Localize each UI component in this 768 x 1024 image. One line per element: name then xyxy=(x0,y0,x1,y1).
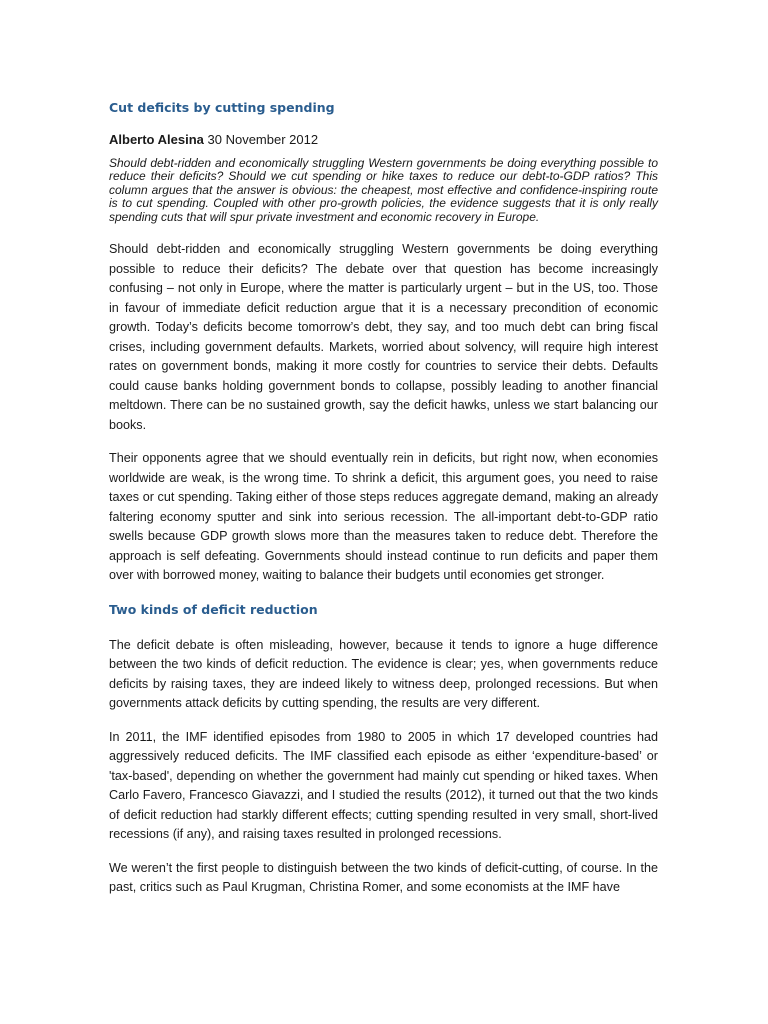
author-name: Alberto Alesina xyxy=(109,132,204,147)
body-paragraph-5: We weren’t the first people to distinguish between the two kinds of deficit-cutting, of course. In the past, critics such as Paul Krugman, Christina Romer, and some economists at the IMF have xyxy=(109,860,658,895)
byline xyxy=(109,131,658,149)
body-paragraph-2: Their opponents agree that we should eventually rein in deficits, but right now, when economies worldwide are weak, is the wrong time. To shrink a deficit, this argument goes, you need to raise taxes or cut spending. Taking either of those steps reduces aggregate demand, making an already faltering economy sputter and sink into serious recession. The all-important debt-to-GDP ratio swells because GDP growth slows more than the measures taken to reduce debt. Therefore the approach is self defeating. Governments should instead continue to run deficits and paper them over with borrowed money, waiting to balance their budgets until economies get stronger. xyxy=(109,451,658,583)
section-heading: Two kinds of deficit reduction xyxy=(109,601,318,617)
body-paragraph-3: The deficit debate is often misleading, however, because it tends to ignore a huge difference between the two kinds of deficit reduction. The evidence is clear; yes, when governments reduce deficits by raising taxes, they are indeed likely to witness deep, prolonged recessions. But when governments attack deficits by cutting spending, the results are very different. xyxy=(109,637,658,711)
article-title: Cut deficits by cutting spending xyxy=(109,100,335,115)
body-paragraph-1: Should debt-ridden and economically struggling Western governments be doing everything possible to reduce their deficits? The debate over that question has become increasingly confusing – not only in Europe, where the matter is particularly urgent – but in the US, too. Those in favour of immediate deficit reduction argue that it is a necessary precondition of economic growth. Today’s deficits become tomorrow’s debt, they say, and too much debt can bring fiscal crises, including government defaults. Markets, worried about solvency, will require high interest rates on government bonds, making it more costly for countries to service their debts. Defaults could cause banks holding government bonds to collapse, possibly leading to another financial meltdown. There can be no sustained growth, say the deficit hawks, unless we start balancing our books. xyxy=(109,242,658,432)
article xyxy=(109,100,658,912)
article-abstract: Should debt-ridden and economically struggling Western governments be doing everything possible to reduce their deficits? Should we cut spending or hike taxes to reduce our debt-to-GDP ratios? This column argues that the answer is obvious: the cheapest, most effective and confidence-inspiring route is to cut spending. Coupled with other pro-growth policies, the evidence suggests that it is only really spending cuts that will spur private investment and economic recovery in Europe. xyxy=(109,156,658,224)
body-paragraph-4: In 2011, the IMF identified episodes from 1980 to 2005 in which 17 developed countries had aggressively reduced deficits. The IMF classified each episode as either ‘expenditure-based’ or 'tax-based', depending on whether the government had mainly cut spending or hiked taxes. When Carlo Favero, Francesco Giavazzi, and I studied the results (2012), it turned out that the two kinds of deficit reduction had starkly different effects; cutting spending resulted in very small, short-lived recessions (if any), and raising taxes resulted in prolonged recessions. xyxy=(109,729,658,842)
publication-date: 30 November 2012 xyxy=(207,132,319,147)
